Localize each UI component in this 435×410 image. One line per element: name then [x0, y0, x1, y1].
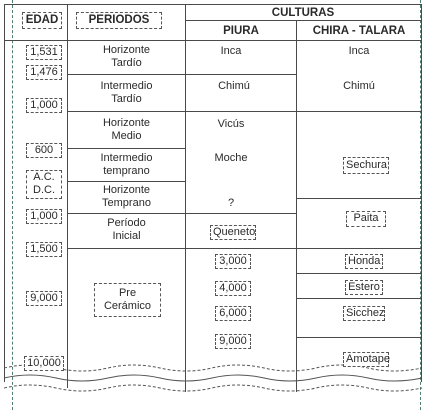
edad-value: 9,000 [26, 291, 62, 306]
header-bottom-line [4, 40, 422, 41]
table-border-left [4, 4, 5, 382]
piura-date-box: 4,000 [215, 281, 251, 296]
edad-value: 1,476 [26, 65, 62, 80]
chira-culture-box: Amotape [343, 352, 389, 367]
header-edad: EDAD [22, 12, 62, 29]
periodo-label: Horizonte Temprano [102, 184, 151, 209]
chira-culture-box: Honda [345, 254, 383, 269]
edad-value: 600 [26, 143, 62, 158]
piura-date-box: 3,000 [215, 254, 251, 269]
row-line [67, 213, 296, 214]
periodo-label: Horizonte Tardío [102, 44, 151, 69]
edad-value: 1,000 [26, 209, 62, 224]
periodo-label: Intermedio Tardío [100, 80, 153, 105]
row-line [67, 248, 421, 249]
chira-row-line [296, 298, 421, 299]
piura-culture: Vicús [217, 118, 245, 130]
table-border-right [421, 4, 422, 382]
piura-culture-box: Queneto [210, 225, 256, 240]
piura-date-box: 6,000 [215, 306, 251, 321]
edad-era-ac: A.C. [33, 171, 55, 183]
header-chira-talara: CHIRA - TALARA [312, 25, 406, 37]
chira-culture: Inca [348, 45, 370, 57]
periodo-precermico-box: Pre Cerámico [94, 283, 161, 317]
edad-value: 10,000 [24, 356, 64, 371]
edad-value: 1,500 [26, 242, 62, 257]
piura-culture: ? [227, 197, 235, 209]
chira-culture-box: Paita [346, 211, 386, 227]
periodo-label: Período Inicial [107, 217, 146, 242]
edad-value: 1,000 [26, 98, 62, 113]
edad-era-box [26, 170, 62, 199]
chira-culture-box: Estero [345, 280, 383, 295]
periodo-label: Horizonte Medio [102, 117, 151, 142]
header-piura: PIURA [223, 25, 259, 37]
chira-culture: Chimú [343, 80, 375, 92]
chira-culture-box: Sicchez [343, 306, 385, 321]
piura-culture: Chimú [218, 80, 250, 92]
periodo-label: Intermedio temprano [100, 152, 153, 177]
culturas-underline [185, 20, 421, 21]
piura-date-box: 9,000 [215, 334, 251, 349]
row-line [67, 111, 421, 112]
header-periodos: PERIODOS [76, 12, 162, 29]
chira-row-line [296, 198, 421, 199]
edad-era-dc: D.C. [33, 184, 55, 196]
row-line [67, 148, 185, 149]
guide-line-left [12, 0, 13, 410]
chira-row-line [296, 337, 421, 338]
edad-value: 1,531 [26, 45, 62, 60]
chira-culture-box: Sechura [343, 157, 389, 174]
chira-row-line [296, 273, 421, 274]
row-line [67, 74, 296, 75]
piura-culture: Moche [214, 152, 248, 164]
piura-culture: Inca [220, 45, 242, 57]
row-line [67, 181, 185, 182]
header-culturas: CULTURAS [271, 7, 335, 19]
